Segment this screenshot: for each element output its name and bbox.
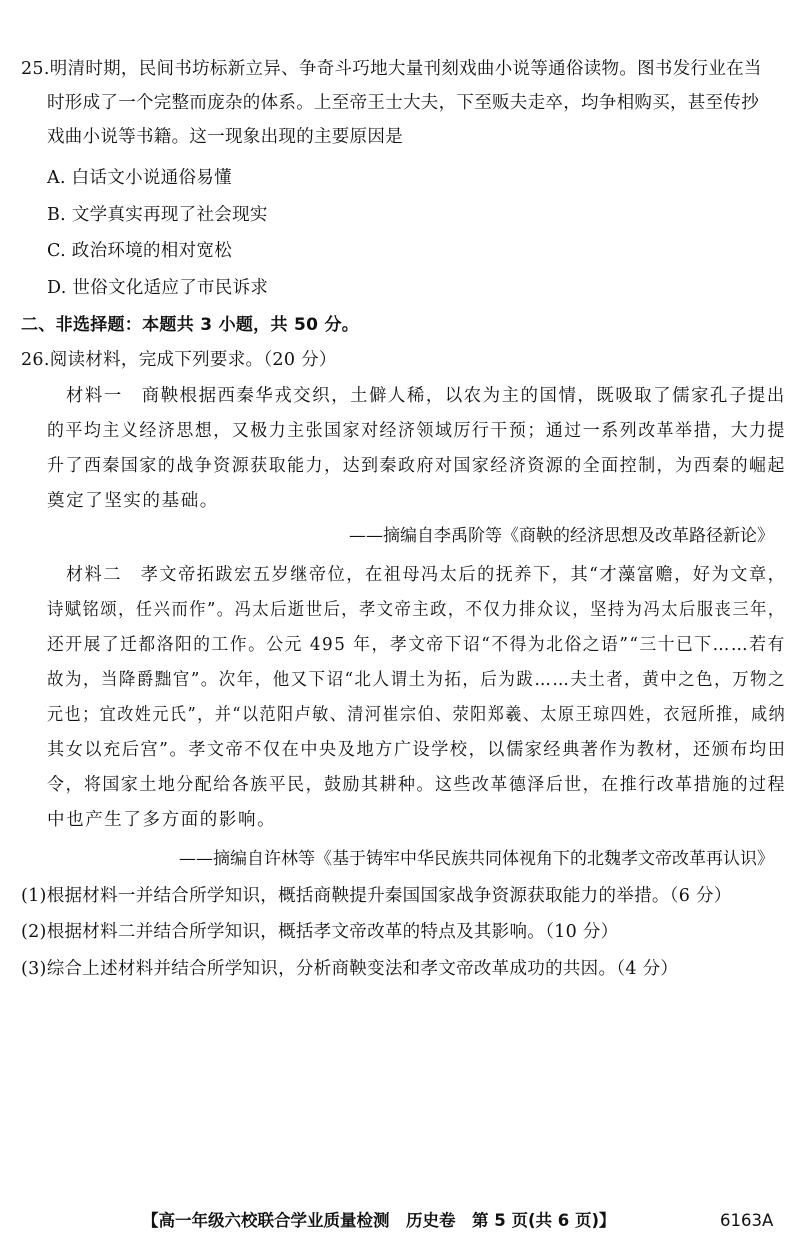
material1-line-1: 材料一 商鞅根据西秦华戎交织，土僻人稀，以农为主的国情，既吸取了儒家孔子提出 [66,386,786,406]
material1-line-4: 奠定了坚实的基础。 [47,491,219,511]
material2-line-2: 诗赋铭颂，任兴而作”。冯太后逝世后，孝文帝主政，不仅力排众议，坚持为冯太后服丧三年， [47,600,786,620]
q26-subquestion-3: (3)综合上述材料并结合所学知识，分析商鞅变法和孝文帝改革成功的共因。（4 分） [21,959,679,979]
q25-stem-line-3: 戏曲小说等书籍。这一现象出现的主要原因是 [47,127,403,147]
q25-option-a: A. 白话文小说通俗易懂 [47,168,232,188]
q25-option-b: B. 文学真实再现了社会现实 [47,205,268,225]
material1-line-2: 的平均主义经济思想，又极力主张国家对经济领域厉行干预；通过一系列改革举措，大力提 [47,421,786,441]
material1-line-3: 升了西秦国家的战争资源获取能力，达到秦政府对国家经济资源的全面控制，为西秦的崛起 [47,456,786,476]
material2-line-4: 故为，当降爵黜官”。次年，他又下诏“北人谓土为拓，后为跋……夫土者，黄中之色，万物之 [47,670,787,690]
footer-title: 【高一年级六校联合学业质量检测 历史卷 第 5 页(共 6 页)】 [142,1211,616,1230]
q25-option-d: D. 世俗文化适应了市民诉求 [47,278,269,298]
page-footer [0,1207,800,1235]
material2-line-6: 其女以充后宫”。孝文帝不仅在中央及地方广设学校，以儒家经典著作为教材，还颁布均田 [47,740,787,760]
material2-line-5: 元也；宜改姓元氏”，并“以范阳卢敏、清河崔宗伯、荥阳郑羲、太原王琼四姓，衣冠所推，咸纳 [47,705,787,725]
q25-stem-line-2: 时形成了一个完整而庞杂的体系。上至帝王士大夫，下至贩夫走卒，均争相购买，甚至传抄 [47,93,759,113]
q26-subquestion-2: (2)根据材料二并结合所学知识，概括孝文帝改革的特点及其影响。（10 分） [21,922,619,942]
q26-stem: 26.阅读材料，完成下列要求。（20 分） [21,350,337,370]
section-heading: 二、非选择题：本题共 3 小题，共 50 分。 [21,315,360,335]
material2-line-7: 令，将国家土地分配给各族平民，鼓励其耕种。这些改革德泽后世，在推行改革措施的过程 [47,775,786,795]
q25-option-c: C. 政治环境的相对宽松 [47,241,232,261]
material2-line-3: 还开展了迁都洛阳的工作。公元 495 年，孝文帝下诏“不得为北俗之语”“三十已下……若有 [47,635,786,655]
q26-subquestion-1: (1)根据材料一并结合所学知识，概括商鞅提升秦国国家战争资源获取能力的举措。（6 分） [21,886,732,906]
material2-line-1: 材料二 孝文帝拓跋宏五岁继帝位，在祖母冯太后的抚养下，其“才藻富赡，好为文章， [66,565,787,585]
material1-source: ——摘编自李禹阶等《商鞅的经济思想及改革路径新论》 [349,526,774,546]
q25-stem-line-1: 25.明清时期，民间书坊标新立异、争奇斗巧地大量刊刻戏曲小说等通俗读物。图书发行业在当 [21,59,762,79]
material2-source: ——摘编自许林等《基于铸牢中华民族共同体视角下的北魏孝文帝改革再认识》 [179,849,774,869]
material2-line-8: 中也产生了多方面的影响。 [47,810,277,830]
footer-code: 6163A [720,1211,774,1230]
